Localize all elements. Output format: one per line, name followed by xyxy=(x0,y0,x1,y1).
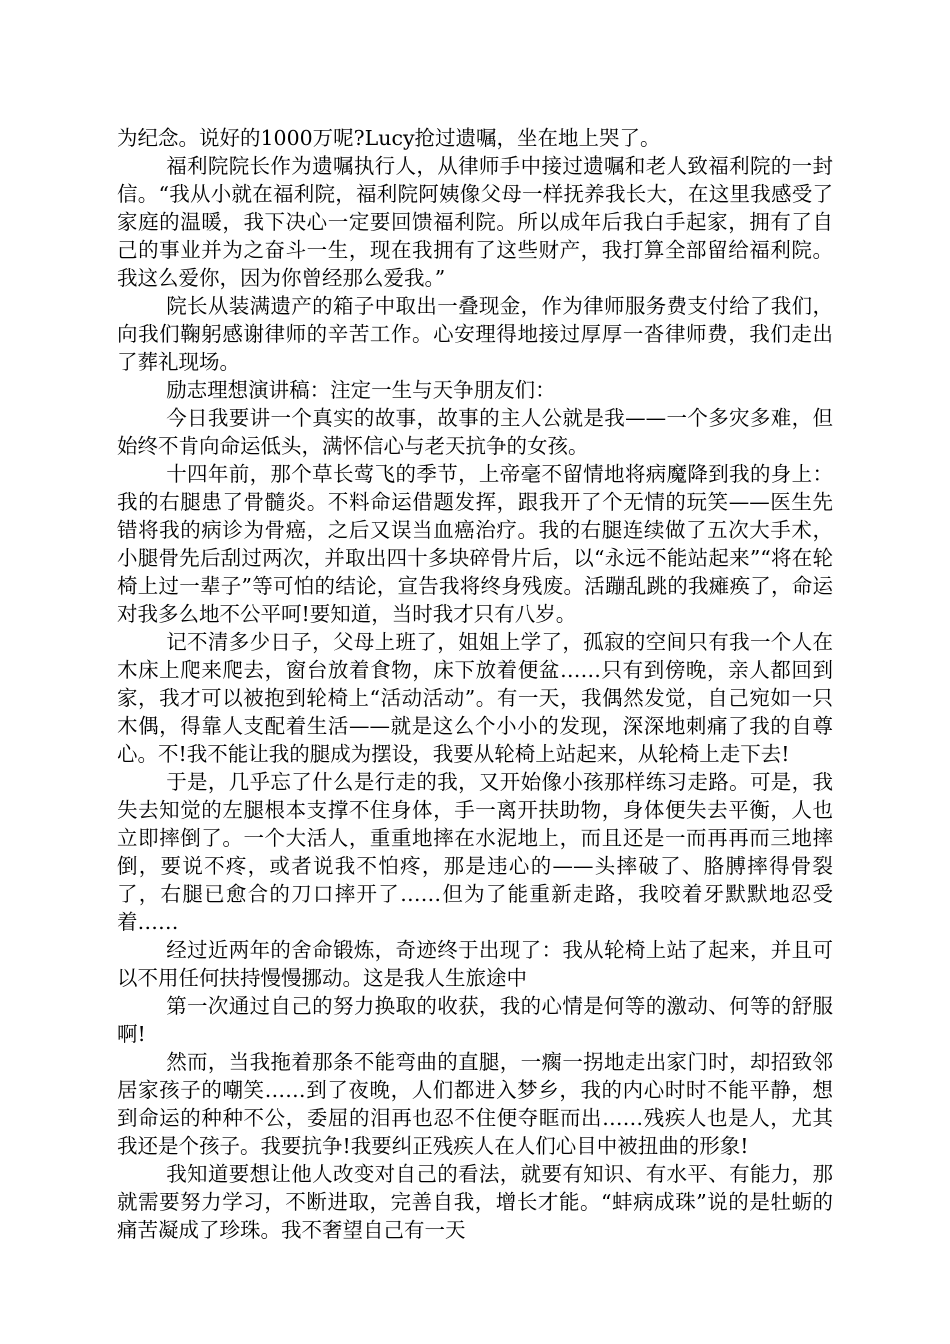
paragraph-7: 记不清多少日子，父母上班了，姐姐上学了，孤寂的空间只有我一个人在木床上爬来爬去，窗台放着食物，床下放着便盆……只有到傍晚，亲人都回到家，我才可以被抱到轮椅上“活动活动”。有一天，我偶然发觉，自己宛如一只木偶，得靠人支配着生活——就是这么个小小的发现，深深地刺痛了我的自尊心。不!我不能让我的腿成为摆设，我要从轮椅上站起来，从轮椅上走下去! xyxy=(117,630,833,766)
paragraph-12: 我知道要想让他人改变对自己的看法，就要有知识、有水平、有能力，那就需要努力学习，不断进取，完善自我，增长才能。“蚌病成珠”说的是牡蛎的痛苦凝成了珍珠。我不奢望自己有一天 xyxy=(117,1162,833,1242)
paragraph-3: 院长从装满遗产的箱子中取出一叠现金，作为律师服务费支付给了我们，向我们鞠躬感谢律师的辛苦工作。心安理得地接过厚厚一沓律师费，我们走出了葬礼现场。 xyxy=(117,294,833,374)
paragraph-1: 为纪念。说好的1000万呢?Lucy抢过遗嘱，坐在地上哭了。 xyxy=(117,126,661,150)
paragraph-8: 于是，几乎忘了什么是行走的我，又开始像小孩那样练习走路。可是，我失去知觉的左腿根本支撑不住身体，手一离开扶助物，身体便失去平衡，人也立即摔倒了。一个大活人，重重地摔在水泥地上，而且还是一而再再而三地摔倒，要说不疼，或者说我不怕疼，那是违心的——头摔破了、胳膊摔得骨裂了，右腿已愈合的刀口摔开了……但为了能重新走路，我咬着牙默默地忍受着…… xyxy=(117,770,833,934)
paragraph-2: 福利院院长作为遗嘱执行人，从律师手中接过遗嘱和老人致福利院的一封信。“我从小就在福利院，福利院阿姨像父母一样抚养我长大，在这里我感受了家庭的温暖，我下决心一定要回馈福利院。所以成年后我白手起家，拥有了自己的事业并为之奋斗一生，现在我拥有了这些财产，我打算全部留给福利院。我这么爱你，因为你曾经那么爱我。” xyxy=(117,154,833,290)
paragraph-6: 十四年前，那个草长莺飞的季节，上帝毫不留情地将病魔降到我的身上：我的右腿患了骨髓炎。不料命运借题发挥，跟我开了个无情的玩笑——医生先错将我的病诊为骨癌，之后又误当血癌治疗。我的右腿连续做了五次大手术，小腿骨先后刮过两次，并取出四十多块碎骨片后，以“永远不能站起来”“将在轮椅上过一辈子”等可怕的结论，宣告我将终身残废。活蹦乱跳的我瘫痪了，命运对我多么地不公平呵!要知道，当时我才只有八岁。 xyxy=(117,462,833,626)
paragraph-9: 经过近两年的舍命锻炼，奇迹终于出现了：我从轮椅上站了起来，并且可以不用任何扶持慢慢挪动。这是我人生旅途中 xyxy=(117,938,833,990)
paragraph-4: 励志理想演讲稿：注定一生与天争朋友们： xyxy=(166,378,556,402)
paragraph-10: 第一次通过自己的努力换取的收获，我的心情是何等的激动、何等的舒服啊! xyxy=(117,994,833,1046)
document-page xyxy=(117,124,833,1244)
paragraph-5: 今日我要讲一个真实的故事，故事的主人公就是我——一个多灾多难，但始终不肯向命运低头，满怀信心与老天抗争的女孩。 xyxy=(117,406,833,458)
paragraph-11: 然而，当我拖着那条不能弯曲的直腿，一瘸一拐地走出家门时，却招致邻居家孩子的嘲笑……到了夜晚，人们都进入梦乡，我的内心时时不能平静，想到命运的种种不公，委屈的泪再也忍不住便夺眶而出……残疾人也是人，尤其我还是个孩子。我要抗争!我要纠正残疾人在人们心目中被扭曲的形象! xyxy=(117,1050,833,1158)
